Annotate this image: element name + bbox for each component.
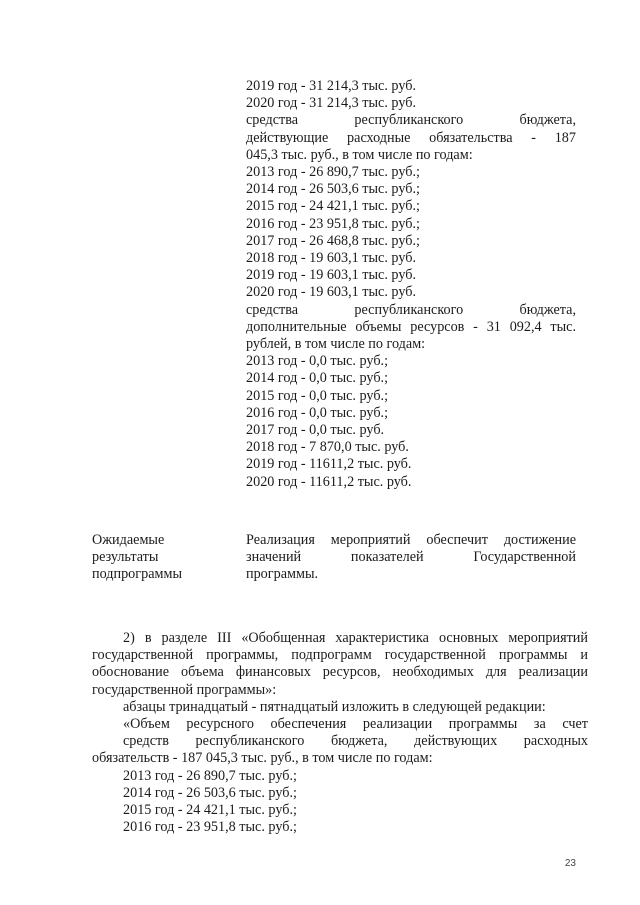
funding-line: 2020 год - 31 214,3 тыс. руб.	[246, 95, 417, 112]
amendment-year-line: 2015 год - 24 421,1 тыс. руб.;	[123, 802, 297, 819]
amendment-paragraph: 2) в разделе III «Обобщенная характеристика основных мероприятий государственной программы, подпрограмм государственной программы и обоснование объема финансовых ресурсов, необходимых для реализации государственной программы»:	[92, 630, 588, 698]
additional-resources-heading-line: дополнительные объемы ресурсов - 31 092,4 тыс.	[246, 318, 576, 335]
additional-year-line: 2017 год - 0,0 тыс. руб.	[246, 422, 385, 439]
amendment-quote-line: «Объем ресурсного обеспечения реализации программы за счет	[123, 716, 588, 733]
existing-obligations-heading-line: средства республиканского бюджета,	[246, 112, 576, 129]
existing-year-line: 2016 год - 23 951,8 тыс. руб.;	[246, 215, 420, 232]
expected-results-value-line: значений показателей Государственной	[246, 549, 576, 566]
additional-year-line: 2014 год - 0,0 тыс. руб.;	[246, 370, 389, 387]
existing-obligations-heading-line: 045,3 тыс. руб., в том числе по годам:	[246, 146, 473, 163]
page-number: 23	[564, 858, 576, 869]
amendment-quote-line: средств республиканского бюджета, действующих расходных	[123, 733, 588, 750]
expected-results-label-line: подпрограммы	[92, 566, 182, 583]
amendment-year-line: 2016 год - 23 951,8 тыс. руб.;	[123, 819, 297, 836]
additional-year-line: 2016 год - 0,0 тыс. руб.;	[246, 404, 389, 421]
expected-results-label-line: Ожидаемые	[92, 532, 165, 548]
existing-year-line: 2020 год - 19 603,1 тыс. руб.	[246, 284, 417, 301]
additional-year-line: 2015 год - 0,0 тыс. руб.;	[246, 387, 389, 404]
expected-results-value	[246, 532, 576, 584]
additional-year-line: 2013 год - 0,0 тыс. руб.;	[246, 353, 389, 370]
additional-year-line: 2018 год - 7 870,0 тыс. руб.	[246, 439, 409, 456]
additional-resources-heading-line: средства республиканского бюджета,	[246, 301, 576, 318]
existing-obligations-heading-line: действующие расходные обязательства - 187	[246, 129, 576, 146]
expected-results-value-line: Реализация мероприятий обеспечит достижение	[246, 532, 576, 548]
existing-year-line: 2017 год - 26 468,8 тыс. руб.;	[246, 232, 420, 249]
existing-year-line: 2019 год - 19 603,1 тыс. руб.	[246, 267, 417, 284]
expected-results-value-line: программы.	[246, 566, 319, 583]
amendment-year-line: 2014 год - 26 503,6 тыс. руб.;	[123, 784, 297, 801]
existing-year-line: 2014 год - 26 503,6 тыс. руб.;	[246, 181, 420, 198]
additional-resources-heading-line: рублей, в том числе по годам:	[246, 336, 426, 353]
existing-year-line: 2018 год - 19 603,1 тыс. руб.	[246, 250, 417, 267]
existing-year-line: 2015 год - 24 421,1 тыс. руб.;	[246, 198, 420, 215]
expected-results-label-line: результаты	[92, 549, 159, 566]
additional-year-line: 2019 год - 11611,2 тыс. руб.	[246, 456, 412, 473]
additional-year-line: 2020 год - 11611,2 тыс. руб.	[246, 473, 412, 490]
section-amendment	[92, 630, 588, 836]
amendment-quote-line: обязательств - 187 045,3 тыс. руб., в том числе по годам:	[92, 750, 433, 767]
amendment-year-line: 2013 год - 26 890,7 тыс. руб.;	[123, 767, 297, 784]
expected-results-label	[92, 532, 232, 584]
existing-year-line: 2013 год - 26 890,7 тыс. руб.;	[246, 164, 420, 181]
amendment-paragraph: абзацы тринадцатый - пятнадцатый изложить в следующей редакции:	[123, 698, 546, 715]
funding-line: 2019 год - 31 214,3 тыс. руб.	[246, 78, 417, 94]
funding-block	[246, 78, 576, 491]
